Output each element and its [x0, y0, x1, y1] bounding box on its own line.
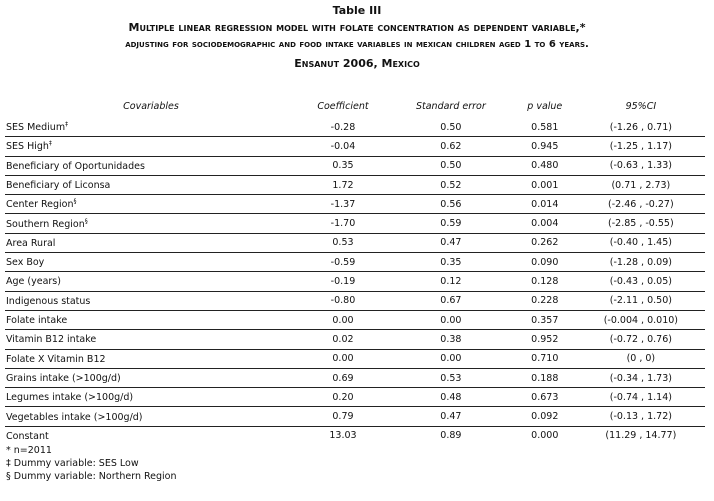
cell-covariable	[5, 407, 297, 426]
cell-ci: (-2.85 , -0.55)	[577, 214, 705, 233]
cell-standard-error: 0.52	[389, 175, 513, 194]
cell-covariable	[5, 310, 297, 329]
cell-ci: (-0.63 , 1.33)	[577, 156, 705, 175]
cell-standard-error: 0.53	[389, 368, 513, 387]
header-p-value: p value	[527, 100, 563, 112]
cell-coefficient: 0.00	[297, 310, 389, 329]
footnote: * n=2011	[6, 445, 52, 456]
cell-covariable	[5, 156, 297, 175]
cell-covariable	[5, 349, 297, 368]
covariable-label: Center Region	[6, 199, 74, 211]
table-title-line1: Multiple linear regression model with folate concentration as dependent variable,*	[128, 21, 586, 34]
footnote: ‡ Dummy variable: SES Low	[6, 458, 139, 469]
cell-p-value: 0.128	[513, 272, 577, 291]
cell-ci: (-2.11 , 0.50)	[577, 291, 705, 310]
cell-coefficient: -0.59	[297, 253, 389, 272]
covariable-label: Area Rural	[6, 238, 56, 249]
cell-coefficient: -1.70	[297, 214, 389, 233]
cell-coefficient: 13.03	[329, 430, 357, 442]
covariable-label: Vegetables intake (>100g/d)	[6, 411, 143, 423]
table-header-row	[5, 94, 705, 118]
cell-p-value: 0.090	[513, 253, 577, 272]
cell-standard-error: 0.47	[389, 233, 513, 252]
table-row	[5, 407, 705, 426]
table-row	[5, 156, 705, 175]
cell-standard-error: 0.67	[389, 291, 513, 310]
footnote-mark: ‡	[48, 140, 52, 148]
cell-standard-error: 0.00	[389, 349, 513, 368]
cell-p-value: 0.188	[513, 368, 577, 387]
table-row	[5, 349, 705, 368]
cell-coefficient: 0.02	[297, 330, 389, 349]
cell-coefficient: -1.37	[297, 195, 389, 214]
cell-p-value: 0.228	[513, 291, 577, 310]
cell-standard-error: 0.35	[389, 253, 513, 272]
cell-coefficient: -0.28	[297, 118, 389, 137]
cell-coefficient: -0.80	[297, 291, 389, 310]
table-row	[5, 272, 705, 291]
covariable-label: SES Medium	[6, 122, 66, 134]
cell-ci: (-2.46 , -0.27)	[577, 195, 705, 214]
cell-standard-error: 0.47	[389, 407, 513, 426]
cell-p-value: 0.004	[513, 214, 577, 233]
cell-ci: (-1.26 , 0.71)	[577, 118, 705, 137]
covariable-label: Beneficiary of Oportunidades	[6, 160, 145, 172]
covariable-label: Folate intake	[6, 315, 68, 327]
covariable-label: SES High	[6, 141, 49, 153]
cell-covariable	[5, 253, 297, 272]
cell-ci: (0.71 , 2.73)	[577, 175, 705, 194]
covariable-label: Folate X Vitamin B12	[6, 353, 106, 365]
cell-p-value: 0.014	[513, 195, 577, 214]
cell-covariable	[5, 195, 297, 214]
footnote: § Dummy variable: Northern Region	[6, 471, 177, 482]
cell-p-value: 0.945	[513, 137, 577, 156]
cell-coefficient: 0.35	[297, 156, 389, 175]
table-label: Table III	[332, 4, 382, 17]
cell-covariable	[5, 272, 297, 291]
table-row	[5, 118, 705, 137]
cell-standard-error: 0.89	[440, 430, 462, 442]
cell-coefficient: -0.04	[297, 137, 389, 156]
table-row	[5, 291, 705, 310]
table-row	[5, 175, 705, 194]
covariable-label: Legumes intake (>100g/d)	[6, 392, 134, 404]
cell-standard-error: 0.48	[389, 388, 513, 407]
cell-standard-error: 0.56	[389, 195, 513, 214]
cell-covariable	[5, 214, 297, 233]
header-covariables: Covariables	[123, 100, 179, 112]
table-row	[5, 368, 705, 387]
cell-coefficient: 0.53	[297, 233, 389, 252]
cell-p-value: 0.001	[513, 175, 577, 194]
cell-p-value: 0.092	[513, 407, 577, 426]
table-row	[5, 253, 705, 272]
footnote-mark: §	[84, 217, 88, 225]
cell-standard-error: 0.50	[389, 156, 513, 175]
cell-p-value: 0.710	[513, 349, 577, 368]
cell-covariable	[5, 368, 297, 387]
cell-coefficient: -0.19	[297, 272, 389, 291]
cell-p-value: 0.952	[513, 330, 577, 349]
cell-p-value: 0.357	[513, 310, 577, 329]
cell-covariable	[5, 330, 297, 349]
header-standard-error: Standard error	[415, 100, 486, 112]
footnotes	[6, 444, 177, 483]
cell-standard-error: 0.00	[389, 310, 513, 329]
cell-ci: (-0.40 , 1.45)	[577, 233, 705, 252]
header-coefficient: Coefficient	[317, 100, 369, 112]
table-title-line3: Ensanut 2006, Mexico	[294, 57, 420, 70]
cell-coefficient: 1.72	[297, 175, 389, 194]
covariable-label: Grains intake (>100g/d)	[6, 373, 121, 385]
table-row	[5, 214, 705, 233]
table-row	[5, 388, 705, 407]
cell-standard-error: 0.50	[389, 118, 513, 137]
cell-covariable	[5, 291, 297, 310]
cell-covariable	[5, 388, 297, 407]
table-row	[5, 426, 705, 445]
table-row	[5, 330, 705, 349]
cell-p-value: 0.262	[513, 233, 577, 252]
table-row	[5, 310, 705, 329]
cell-standard-error: 0.12	[389, 272, 513, 291]
footnote-mark: ‡	[65, 121, 69, 129]
header-ci: 95%CI	[625, 100, 657, 112]
cell-standard-error: 0.38	[389, 330, 513, 349]
table-row	[5, 137, 705, 156]
covariable-label: Indigenous status	[6, 295, 91, 307]
cell-ci: (-0.004 , 0.010)	[577, 310, 705, 329]
footnote-mark: §	[73, 198, 77, 206]
cell-ci: (-1.25 , 1.17)	[577, 137, 705, 156]
cell-standard-error: 0.59	[389, 214, 513, 233]
cell-ci: (-0.34 , 1.73)	[577, 368, 705, 387]
covariable-label: Sex Boy	[6, 257, 45, 269]
cell-covariable	[5, 137, 297, 156]
cell-ci: (-0.72 , 0.76)	[577, 330, 705, 349]
cell-covariable	[5, 175, 297, 194]
table-row	[5, 233, 705, 252]
cell-p-value: 0.480	[513, 156, 577, 175]
covariable-label: Age (years)	[6, 276, 61, 288]
cell-ci: (11.29 , 14.77)	[605, 430, 677, 442]
cell-standard-error: 0.62	[389, 137, 513, 156]
cell-ci: (-0.43 , 0.05)	[577, 272, 705, 291]
cell-p-value: 0.673	[513, 388, 577, 407]
cell-p-value: 0.581	[513, 118, 577, 137]
covariable-label: Southern Region	[6, 218, 85, 230]
cell-coefficient: 0.79	[297, 407, 389, 426]
cell-covariable	[5, 426, 297, 445]
cell-coefficient: 0.20	[297, 388, 389, 407]
regression-table	[5, 94, 705, 445]
cell-ci: (-1.28 , 0.09)	[577, 253, 705, 272]
cell-p-value: 0.000	[531, 430, 559, 442]
covariable-label: Vitamin B12 intake	[6, 334, 97, 346]
covariable-label: Constant	[6, 430, 49, 442]
cell-covariable	[5, 118, 297, 137]
covariable-label: Beneficiary of Liconsa	[6, 180, 111, 192]
cell-ci: (-0.13 , 1.72)	[577, 407, 705, 426]
cell-coefficient: 0.00	[297, 349, 389, 368]
cell-covariable	[5, 233, 297, 252]
cell-ci: (0 , 0)	[577, 349, 705, 368]
cell-ci: (-0.74 , 1.14)	[577, 388, 705, 407]
cell-coefficient: 0.69	[297, 368, 389, 387]
table-title-line2: adjusting for sociodemographic and food intake variables in mexican children aged 1 to 6 years.	[125, 39, 589, 50]
table-row	[5, 195, 705, 214]
